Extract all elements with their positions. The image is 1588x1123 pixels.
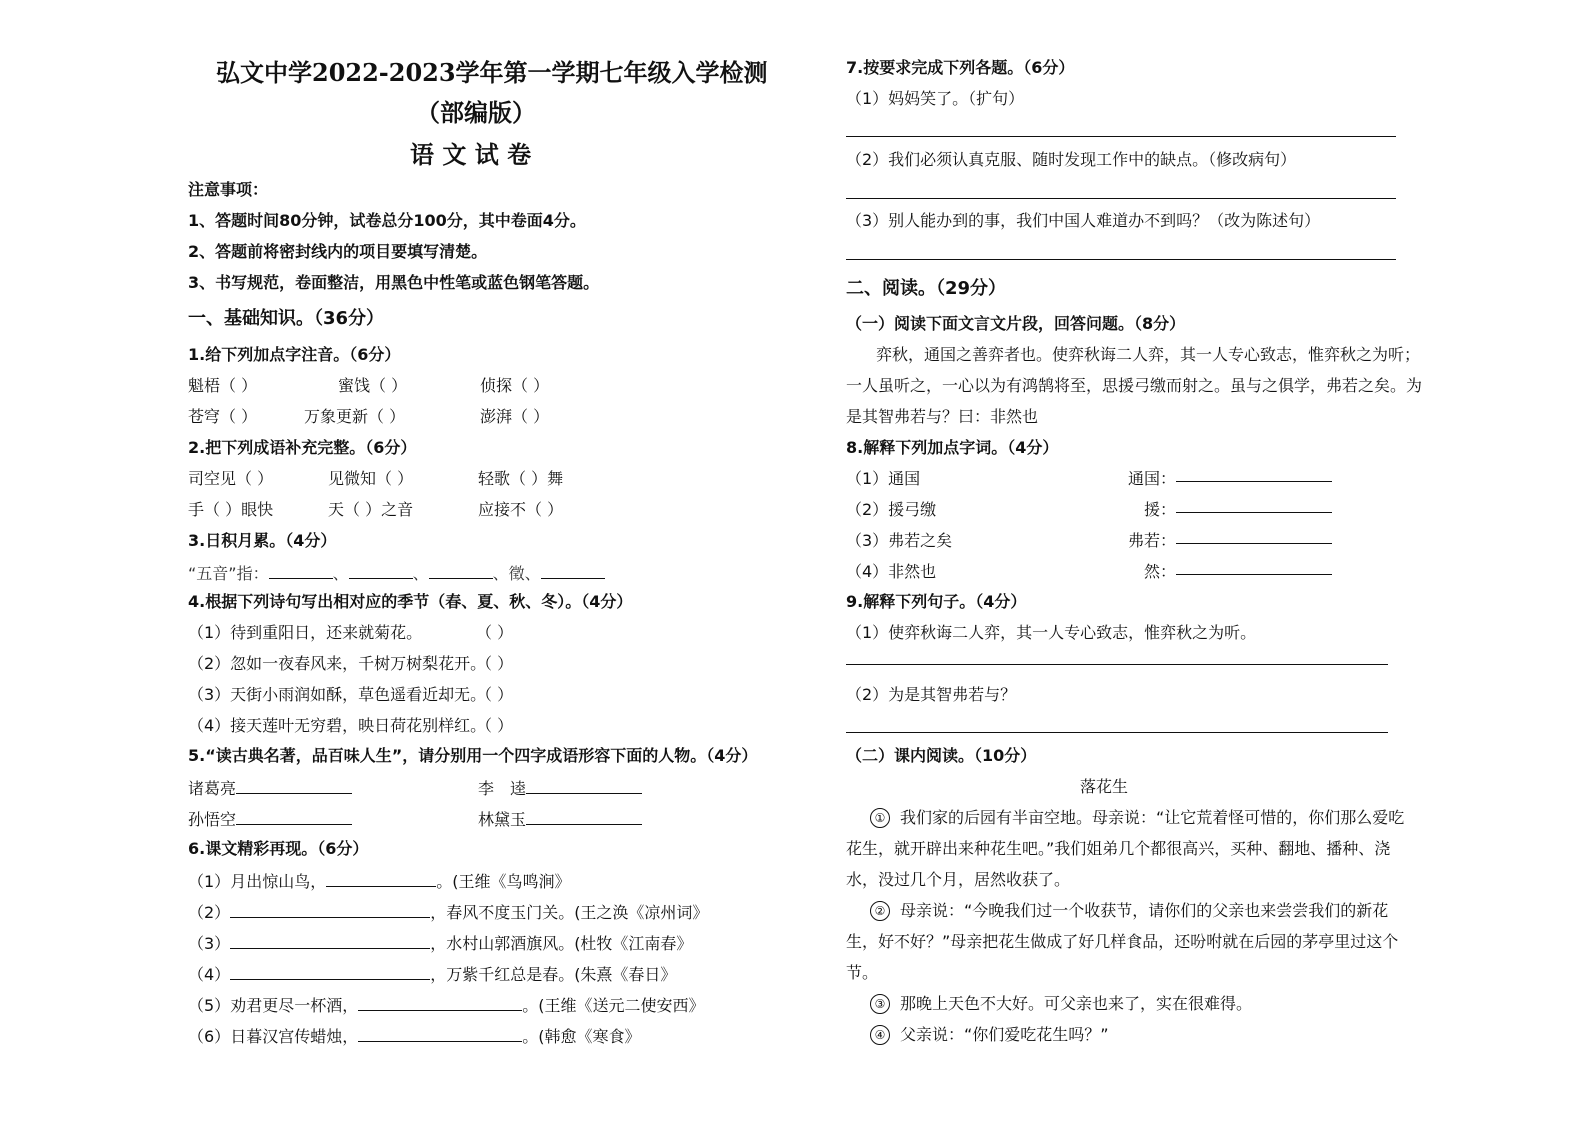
q6-blank[interactable]: [230, 932, 430, 949]
q1-item: 蜜饯（ ）: [338, 376, 408, 395]
q1-title: 1.给下列加点字注音。（6分）: [188, 345, 401, 364]
q8-item: [846, 562, 1446, 582]
q7-item: （2）我们必须认真克服、随时发现工作中的缺点。（修改病句）: [846, 150, 1297, 169]
answer-line[interactable]: [1176, 574, 1332, 575]
paragraph-text: 母亲说：“今晚我们过一个收获节，请你们的父亲也来尝尝我们的新花: [900, 901, 1389, 920]
paragraph-line: [870, 1025, 1109, 1045]
q1-item: 苍穹（ ）: [188, 407, 258, 426]
q6-item: [188, 932, 692, 954]
q2-title: 2.把下列成语补充完整。（6分）: [188, 438, 417, 457]
q7-item: （3）别人能办到的事，我们中国人难道办不到吗？（改为陈述句）: [846, 211, 1321, 230]
q6-title: 6.课文精彩再现。（6分）: [188, 839, 369, 858]
q1-item: 魁梧（ ）: [188, 376, 258, 395]
exam-title: 弘文中学2022-2023学年第一学期七年级入学检测: [216, 58, 768, 87]
q4-item: [188, 685, 788, 705]
paragraph-number: ③: [870, 994, 890, 1014]
q6-blank[interactable]: [358, 994, 522, 1011]
sec2-title: （二）课内阅读。（10分）: [846, 746, 1037, 765]
q7-title: 7.按要求完成下列各题。（6分）: [846, 58, 1075, 77]
q4-text: （1）待到重阳日，还来就菊花。: [188, 623, 423, 642]
q2-row: [188, 469, 788, 489]
q6-before: 月出惊山鸟，: [230, 872, 327, 891]
q8-word: 然：: [1144, 562, 1177, 581]
q5-name: 李 逵: [478, 779, 527, 798]
answer-line[interactable]: [1176, 512, 1332, 513]
answer-line[interactable]: [846, 732, 1388, 733]
paragraph-text: 那晚上天色不大好。可父亲也来了，实在很难得。: [900, 994, 1253, 1013]
q2-item: 司空见（ ）: [188, 469, 274, 488]
q8-phrase: （4）非然也: [846, 562, 937, 581]
q2-item: 天（ ）之音: [328, 500, 414, 519]
q6-item: [188, 901, 708, 923]
q6-blank[interactable]: [230, 963, 430, 980]
q8-title: 8.解释下列加点字词。（4分）: [846, 438, 1059, 457]
q3-blank[interactable]: [349, 562, 413, 579]
q3-sep: 、: [412, 564, 429, 583]
q5-blank[interactable]: [526, 808, 642, 825]
notice-heading: 注意事项：: [188, 180, 269, 199]
q6-before: 劝君更尽一杯酒，: [230, 996, 359, 1015]
q6-after: 。(韩愈《寒食》: [522, 1027, 641, 1046]
answer-line[interactable]: [846, 136, 1396, 137]
q8-word: 援：: [1144, 500, 1177, 519]
q4-text: （3）天街小雨润如酥，草色遥看近却无。: [188, 685, 487, 704]
q8-phrase: （3）弗若之矣: [846, 531, 953, 550]
passage-line: 弈秋，通国之善弈者也。使弈秋诲二人弈，其一人专心致志，惟弈秋之为听；: [876, 345, 1421, 364]
q5-name: 孙悟空: [188, 810, 237, 829]
q8-item: [846, 500, 1446, 520]
paragraph-number: ①: [870, 808, 890, 828]
q5-name: 林黛玉: [478, 810, 527, 829]
q5-row: [188, 808, 788, 828]
q3-title: 3.日积月累。（4分）: [188, 531, 337, 550]
q6-item: [188, 870, 570, 892]
q8-word: 弗若：: [1128, 531, 1177, 550]
exam-edition: （部编版）: [416, 98, 536, 127]
part2-heading: 二、阅读。（29分）: [846, 278, 1007, 299]
q3-line: [188, 562, 605, 584]
q5-person: [478, 808, 642, 830]
q1-item: 澎湃（ ）: [480, 407, 550, 426]
q2-row: [188, 500, 788, 520]
q9-title: 9.解释下列句子。（4分）: [846, 592, 1027, 611]
q2-item: 见微知（ ）: [328, 469, 414, 488]
q6-num: （2）: [188, 903, 231, 922]
q7-item: （1）妈妈笑了。（扩句）: [846, 89, 1025, 108]
q6-item: [188, 994, 704, 1016]
q6-blank[interactable]: [230, 901, 430, 918]
q5-blank[interactable]: [236, 777, 352, 794]
q5-title: 5.“读古典名著，品百味人生”，请分别用一个四字成语形容下面的人物。（4分）: [188, 746, 758, 765]
passage-line: 是其智弗若与？曰：非然也: [846, 407, 1039, 426]
q4-text: （2）忽如一夜春风来，千树万树梨花开。: [188, 654, 487, 673]
q6-blank[interactable]: [326, 870, 436, 887]
q9-item: （1）使弈秋诲二人弈，其一人专心致志，惟弈秋之为听。: [846, 623, 1257, 642]
q3-sep: 、: [332, 564, 349, 583]
q2-item: 轻歌（ ）舞: [478, 469, 564, 488]
q3-sep: 、: [492, 564, 509, 583]
q6-num: （1）: [188, 872, 231, 891]
paragraph-line: 水，没过几个月，居然收获了。: [846, 870, 1071, 889]
q6-num: （6）: [188, 1027, 231, 1046]
q6-after: 。(王维《送元二使安西》: [522, 996, 705, 1015]
q4-text: （4）接天莲叶无穷碧，映日荷花别样红。: [188, 716, 487, 735]
q4-item: [188, 623, 788, 643]
passage-line: 一人虽听之，一心以为有鸿鹄将至，思援弓缴而射之。虽与之俱学，弗若之矣。为: [846, 376, 1423, 395]
q5-blank[interactable]: [236, 808, 352, 825]
q3-blank[interactable]: [269, 562, 333, 579]
q6-num: （4）: [188, 965, 231, 984]
q8-word: 通国：: [1128, 469, 1177, 488]
q5-blank[interactable]: [526, 777, 642, 794]
q5-person: [188, 808, 352, 830]
q4-title: 4.根据下列诗句写出相对应的季节（春、夏、秋、冬）。（4分）: [188, 592, 633, 611]
q5-person: [188, 777, 352, 799]
q1-row: [188, 376, 788, 396]
paragraph-line: [870, 901, 1388, 921]
q4-answer[interactable]: （ ）: [476, 654, 514, 673]
answer-line[interactable]: [846, 198, 1396, 199]
q3-sep: 、: [524, 564, 541, 583]
answer-line[interactable]: [1176, 543, 1332, 544]
q6-item: [188, 963, 676, 985]
q3-blank[interactable]: [429, 562, 493, 579]
paragraph-number: ④: [870, 1025, 890, 1045]
q2-item: 应接不（ ）: [478, 500, 564, 519]
answer-line[interactable]: [846, 259, 1396, 260]
q5-row: [188, 777, 788, 797]
q9-item: （2）为是其智弗若与？: [846, 685, 1017, 704]
q1-row: [188, 407, 788, 427]
notice-item: 1、答题时间80分钟，试卷总分100分，其中卷面4分。: [188, 211, 586, 230]
q8-phrase: （1）通国: [846, 469, 921, 488]
q8-phrase: （2）援弓缴: [846, 500, 937, 519]
paragraph-line: 生，好不好？”母亲把花生做成了好几样食品，还吩咐就在后园的茅亭里过这个: [846, 932, 1399, 951]
q6-after: ，万紫千红总是春。(朱熹《春日》: [430, 965, 677, 984]
q3-known: 徵: [508, 564, 525, 583]
paragraph-text: 父亲说：“你们爱吃花生吗？”: [900, 1025, 1109, 1044]
q1-item: 万象更新（ ）: [304, 407, 406, 426]
paragraph-line: [870, 994, 1252, 1014]
paragraph-line: 花生，就开辟出来种花生吧。”我们姐弟几个都很高兴，买种、翻地、播种、浇: [846, 839, 1391, 858]
q4-item: [188, 716, 788, 736]
q2-item: 手（ ）眼快: [188, 500, 274, 519]
q6-before: 日暮汉宫传蜡烛，: [230, 1027, 359, 1046]
q3-blank[interactable]: [541, 562, 605, 579]
q4-answer[interactable]: （ ）: [476, 716, 514, 735]
exam-subject: 语 文 试 卷: [410, 140, 532, 169]
q8-item: [846, 531, 1446, 551]
q4-answer[interactable]: （ ）: [476, 685, 514, 704]
q6-after: 。(王维《鸟鸣涧》: [436, 872, 571, 891]
part1-heading: 一、基础知识。（36分）: [188, 308, 385, 329]
q4-answer[interactable]: （ ）: [476, 623, 514, 642]
paragraph-line: 节。: [846, 963, 879, 982]
paragraph-line: [870, 808, 1404, 828]
q6-after: ，水村山郭酒旗风。(杜牧《江南春》: [430, 934, 693, 953]
article-title: 落花生: [1080, 777, 1129, 796]
answer-line[interactable]: [1176, 481, 1332, 482]
paragraph-text: 我们家的后园有半亩空地。母亲说：“让它荒着怪可惜的，你们那么爱吃: [900, 808, 1405, 827]
q8-item: [846, 469, 1446, 489]
notice-item: 2、答题前将密封线内的项目要填写清楚。: [188, 242, 488, 261]
q6-after: ，春风不度玉门关。(王之涣《凉州词》: [430, 903, 709, 922]
q6-blank[interactable]: [358, 1025, 522, 1042]
q4-item: [188, 654, 788, 674]
paragraph-number: ②: [870, 901, 890, 921]
q6-item: [188, 1025, 640, 1047]
q1-item: 侦探（ ）: [480, 376, 550, 395]
q5-person: [478, 777, 642, 799]
q6-num: （3）: [188, 934, 231, 953]
notice-item: 3、书写规范，卷面整洁，用黑色中性笔或蓝色钢笔答题。: [188, 273, 600, 292]
q5-name: 诸葛亮: [188, 779, 237, 798]
q6-num: （5）: [188, 996, 231, 1015]
answer-line[interactable]: [846, 664, 1388, 665]
q3-prefix: “五音”指：: [188, 564, 269, 583]
sec1-title: （一）阅读下面文言文片段，回答问题。（8分）: [846, 314, 1186, 333]
